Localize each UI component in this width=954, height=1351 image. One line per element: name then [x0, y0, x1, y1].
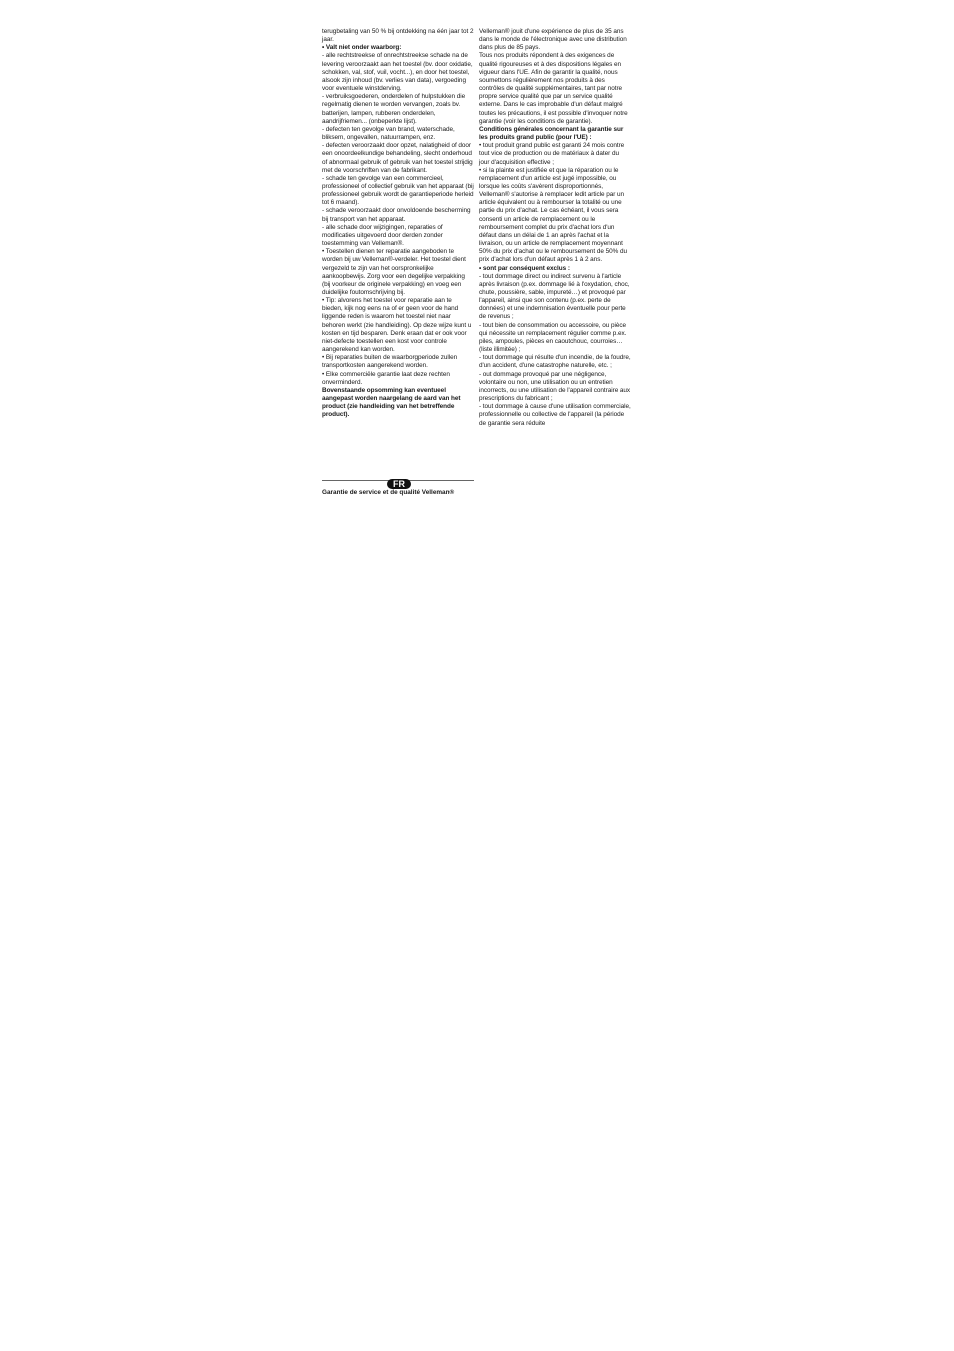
- paragraph: terugbetaling van 50 % bij ontdekking na één jaar tot 2 jaar.: [322, 28, 474, 44]
- paragraph: - tout dommage direct ou indirect survenu à l'article après livraison (p.ex. dommage lié à l'oxydation, choc, chute, poussière, sable, impureté…) et provoqué par l'appareil, ainsi que son contenu (p.ex. perte de données) et une indemnisation éventuelle pour perte de revenus ;: [479, 272, 630, 321]
- paragraph: - defecten veroorzaakt door opzet, nalatigheid of door een onoordeelkundige behandeling, slecht onderhoud of abnormaal gebruik of gebruik van het toestel strijdig met de voorschriften van de fabrikant.: [322, 142, 473, 174]
- language-badge-fr: FR: [387, 479, 411, 489]
- paragraph: - tout bien de consommation ou accessoire, ou pièce qui nécessite un remplacement régulier comme p.ex. piles, ampoules, pièces en caoutchouc, courroies… (liste illimitée) ;: [479, 321, 627, 354]
- paragraph: • Valt niet onder waarborg:: [322, 44, 402, 52]
- paragraph: • Elke commerciële garantie laat deze rechten onverminderd.: [322, 370, 450, 386]
- paragraph: - out dommage provoqué par une négligence, volontaire ou non, une utilisation ou un entretien incorrects, ou une utilisation de l'appareil contraire aux prescriptions du fabricant ;: [479, 370, 631, 403]
- paragraph: - tout dommage à cause d'une utilisation commerciale, professionnelle ou collective de l'appareil (la période de garantie sera réduite: [479, 403, 631, 427]
- paragraph: Bovenstaande opsomming kan eventueel aangepast worden naargelang de aard van het product (zie handleiding van het betreffende product).: [322, 386, 461, 419]
- paragraph: • sont par conséquent exclus :: [479, 264, 570, 272]
- paragraph: - alle schade door wijzigingen, reparaties of modificaties uitgevoerd door derden zonder toestemming van Velleman®.: [322, 223, 443, 248]
- right-column: [479, 28, 631, 428]
- left-column: [322, 28, 474, 420]
- fr-section-title: Garantie de service et de qualité Velleman®: [322, 489, 455, 496]
- paragraph: - schade ten gevolge van een commercieel, professioneel of collectief gebruik van het apparaat (bij professioneel gebruik wordt de garantieperiode herleid tot 6 maand).: [322, 174, 474, 207]
- paragraph: • Bij reparaties buiten de waarborgperiode zullen transportkosten aangerekend worden.: [322, 354, 458, 370]
- paragraph: • si la plainte est justifiée et que la réparation ou le remplacement d'un article est jugé impossible, ou lorsque les coûts s'avèrent disproportionnés, Velleman® s'autorise à remplacer ledit article par un article équivalent ou à rembourser la totalité ou une partie du prix d'achat. Le cas échéant, il vous sera consenti un article de remplacement ou le remboursement complet du prix d'achat lors d'un défaut dans un délai de 1 an après l'achat et la livraison, ou un article de remplacement moyennant 50% du prix d'achat ou le remboursement de 50% du prix d'achat lors d'un défaut après 1 à 2 ans.: [479, 166, 627, 264]
- paragraph: • Toestellen dienen ter reparatie aangeboden te worden bij uw Velleman®-verdeler. Het toestel dient vergezeld te zijn van het oorspronkelijke aankoopbewijs. Zorg voor een degelijke verpakking (bij voorkeur de originele verpakking) en voeg een duidelijke foutomschrijving bij.: [322, 248, 466, 296]
- paragraph: • Tip: alvorens het toestel voor reparatie aan te bieden, kijk nog eens na of er geen voor de hand liggende reden is waarom het toestel niet naar behoren werkt (zie handleiding). Op deze wijze kunt u kosten en tijd besparen. Denk eraan dat er ook voor niet-defecte toestellen een kost voor controle aangerekend kan worden.: [322, 297, 472, 354]
- paragraph: - verbruiksgoederen, onderdelen of hulpstukken die regelmatig dienen te worden vervangen, zoals bv. batterijen, lampen, rubberen onderdelen, aandrijfriemen... (onbeperkte lijst).: [322, 93, 466, 125]
- paragraph: Tous nos produits répondent à des exigences de qualité rigoureuses et à des dispositions légales en vigueur dans l'UE. Afin de garantir la qualité, nous soumettons régulièrement nos produits à des contrôles de qualité supplémentaires, tant par notre propre service qualité que par un service qualité externe. Dans le cas improbable d'un défaut malgré toutes les précautions, il est possible d'invoquer notre garantie (voir les conditions de garantie).: [479, 52, 628, 125]
- paragraph: Velleman® jouit d'une expérience de plus de 35 ans dans le monde de l'électronique avec une distribution dans plus de 85 pays.: [479, 28, 627, 52]
- paragraph: - defecten ten gevolge van brand, waterschade, bliksem, ongevallen, natuurrampen, enz.: [322, 125, 455, 142]
- paragraph: - schade veroorzaakt door onvoldoende bescherming bij transport van het apparaat.: [322, 207, 471, 223]
- paragraph: Conditions générales concernant la garantie sur les produits grand public (pour l'UE) :: [479, 125, 624, 142]
- paragraph: - alle rechtstreekse of onrechtstreekse schade na de levering veroorzaakt aan het toestel (bv. door oxidatie, schokken, val, stof, vuil, vocht...), en door het toestel, alsook zijn inhoud (bv. verlies van data), vergoeding voor eventuele winstderving.: [322, 52, 473, 93]
- paragraph: - tout dommage qui résulte d'un incendie, de la foudre, d'un accident, d'une catastrophe naturelle, etc. ;: [479, 354, 631, 370]
- paragraph: • tout produit grand public est garanti 24 mois contre tout vice de production ou de matériaux à dater du jour d'acquisition effective ;: [479, 142, 625, 166]
